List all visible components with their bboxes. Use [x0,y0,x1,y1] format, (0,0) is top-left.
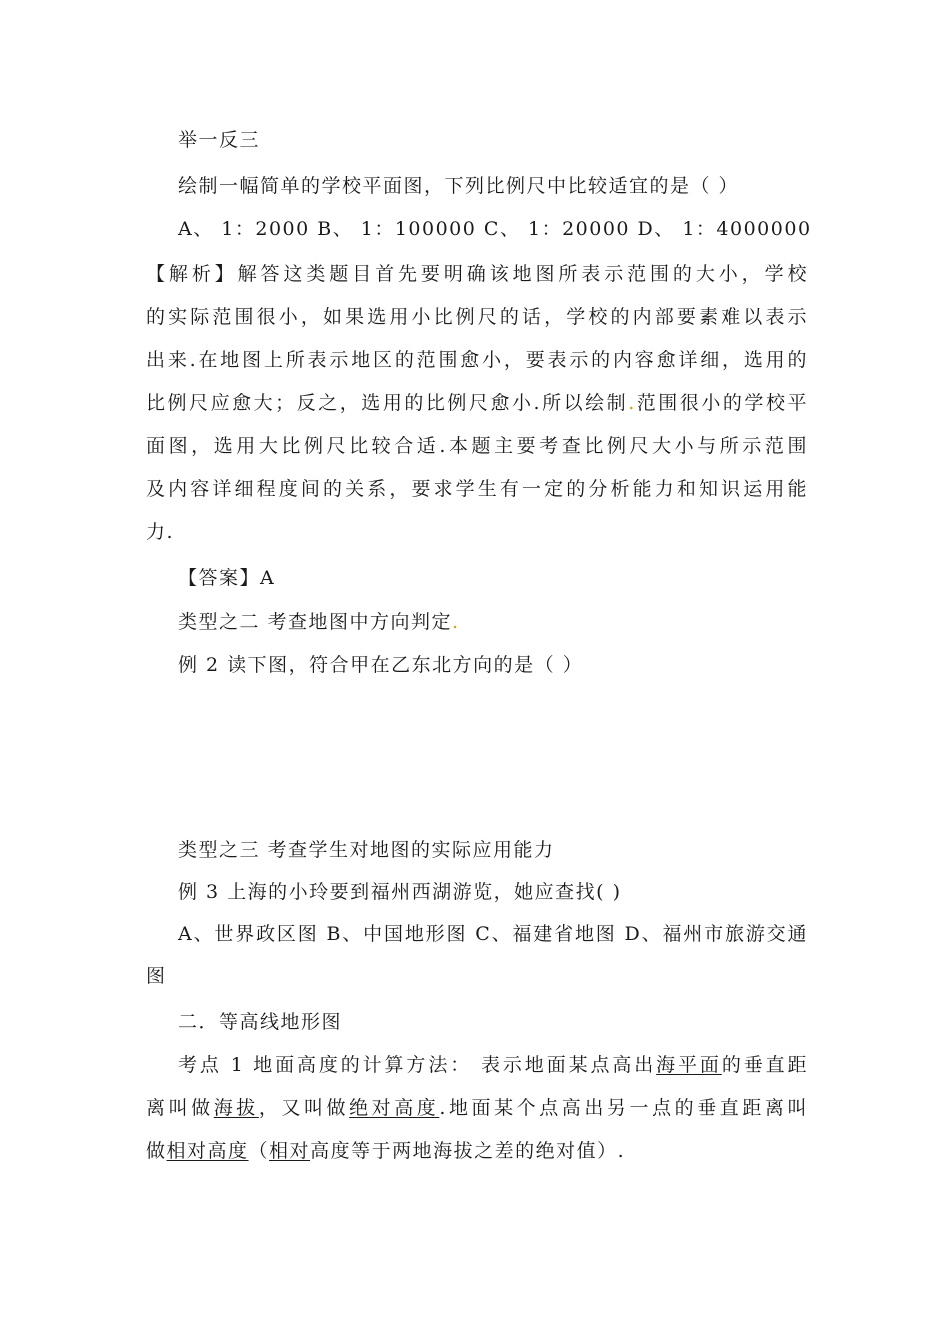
kp1-line-2 [146,1096,808,1120]
analysis-line-4b: 范围很小的学校平 [635,392,808,414]
kp1-c: 的垂直距 [721,1054,808,1076]
example-3-options: A、世界政区图 B、中国地形图 C、福建省地图 D、福州市旅游交通 [178,923,808,945]
highlight-dot: . [628,392,636,414]
kp1-d: 离叫做 [146,1097,214,1119]
analysis-line-7: 力. [146,521,175,543]
heading-jyfs: 举一反三 [178,129,261,151]
kp1-k: （ [248,1140,270,1162]
type-2-heading [178,610,460,634]
kp1-line-3 [146,1139,625,1163]
kp1-m: 高度等于两地海拔之差的绝对值）. [310,1140,626,1162]
analysis-line-6: 及内容详细程度间的关系，要求学生有一定的分析能力和知识运用能 [146,478,808,500]
example-3-options-cont: 图 [146,965,167,987]
kp1-a: 考点 1 地面高度的计算方法： 表示地面某点高出 [178,1054,657,1076]
section-2-heading: 二．等高线地形图 [178,1011,343,1033]
kp1-line-1 [178,1053,808,1077]
example-3: 例 3 上海的小玲要到福州西湖游览，她应查找( ) [178,881,622,903]
analysis-line-2: 的实际范围很小，如果选用小比例尺的话，学校的内部要素难以表示 [146,306,808,328]
kp1-g: 绝对高度 [349,1097,440,1119]
kp1-b: 海平面 [656,1054,722,1076]
question-text: 绘制一幅简单的学校平面图，下列比例尺中比较适宜的是（ ） [178,175,740,197]
analysis-line-4a: 比例尺应愈大；反之，选用的比例尺愈小.所以绘制 [146,392,629,414]
kp1-e: 海拔 [213,1097,259,1119]
analysis-line-5: 面图，选用大比例尺比较合适.本题主要考查比例尺大小与所示范围 [146,435,808,457]
analysis-line-4 [146,391,808,415]
answer: 【答案】A [178,567,276,589]
question-options: A、 1：2000 B、 1：100000 C、 1：20000 D、 1：4000000 [178,218,812,240]
highlight-dot: . [452,611,460,633]
kp1-i: 做 [146,1140,167,1162]
analysis-line-1: 【解析】解答这类题目首先要明确该地图所表示范围的大小，学校 [146,263,808,285]
kp1-l: 相对 [269,1140,311,1162]
type-3-heading: 类型之三 考查学生对地图的实际应用能力 [178,839,555,861]
analysis-line-3: 出来.在地图上所表示地区的范围愈小，要表示的内容愈详细，选用的 [146,349,808,371]
kp1-j: 相对高度 [166,1140,249,1162]
example-2: 例 2 读下图，符合甲在乙东北方向的是（ ） [178,654,584,676]
kp1-f: ，又叫做 [258,1097,350,1119]
kp1-h: .地面某个点高出另一点的垂直距离叫 [439,1097,808,1119]
type-2-text: 类型之二 考查地图中方向判定 [178,611,453,633]
